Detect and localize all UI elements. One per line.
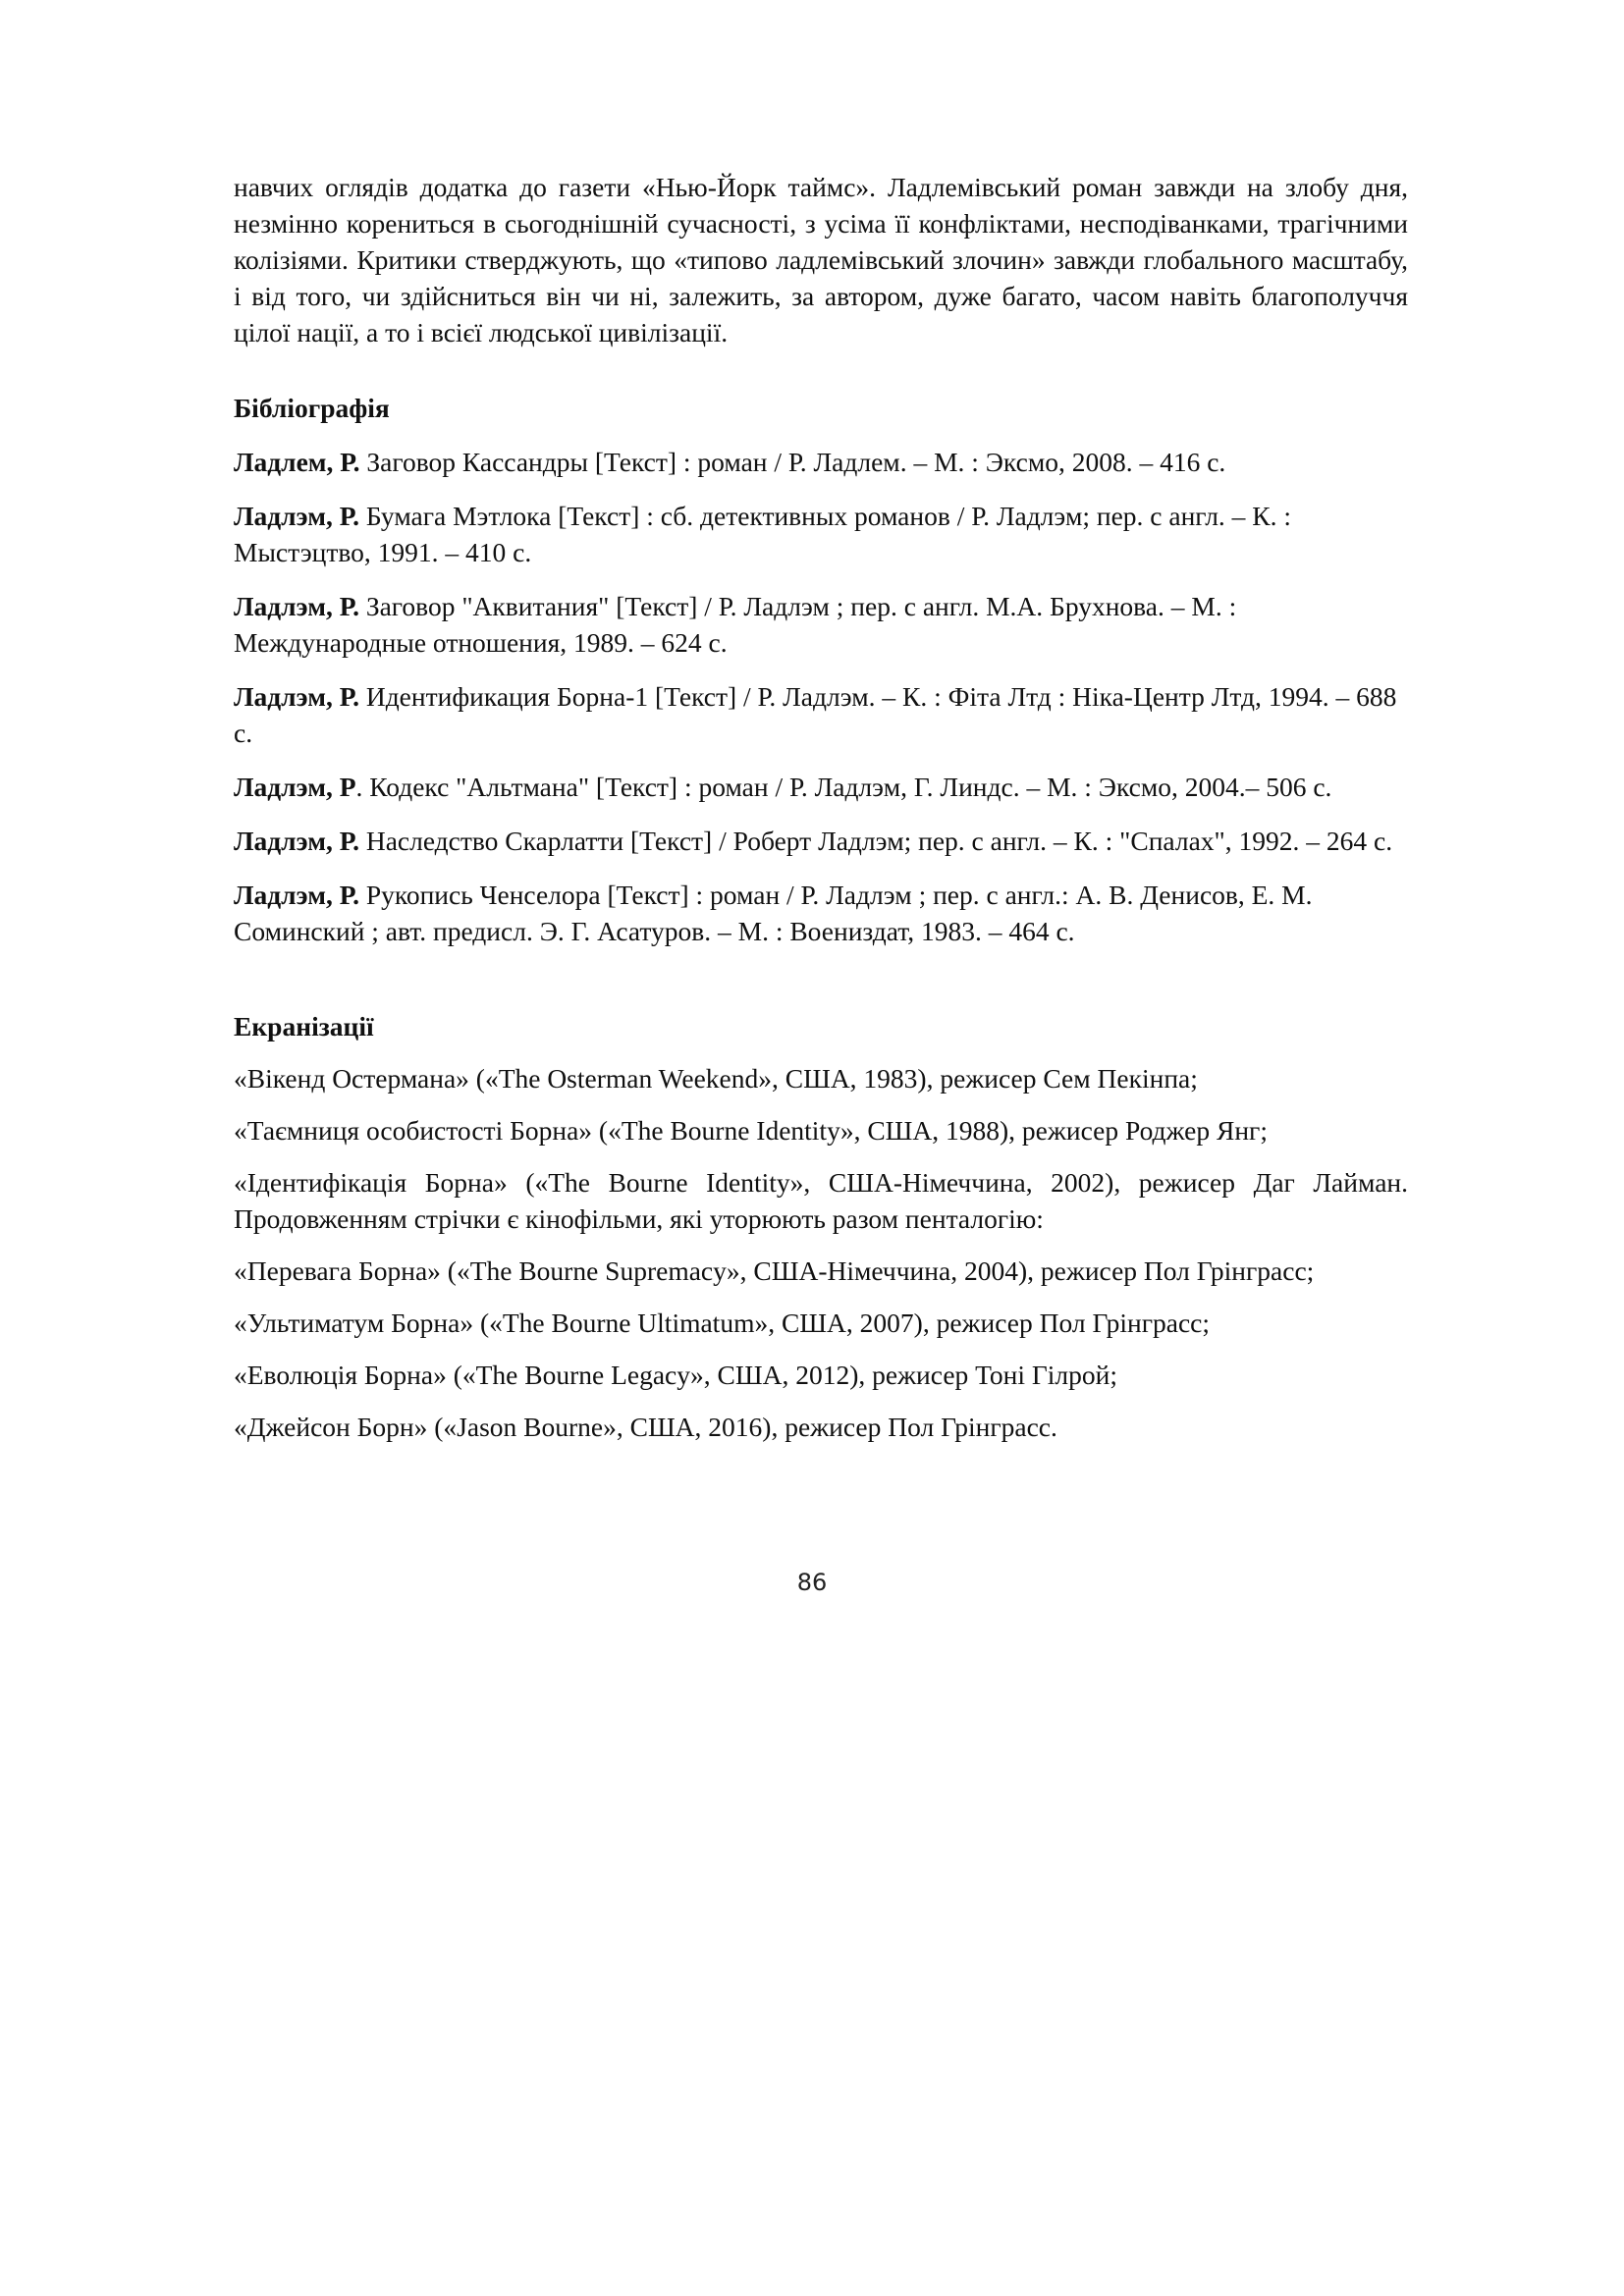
adaptation-entry: «Джейсон Борн» («Jason Bourne», США, 2016), режисер Пол Грінграсс. xyxy=(234,1412,1057,1442)
bibliography-author: Ладлэм, Р. xyxy=(234,501,359,531)
bibliography-list xyxy=(234,444,1408,949)
bibliography-author: Ладлэм, Р. xyxy=(234,591,359,621)
page-content xyxy=(234,169,1408,1461)
bibliography-text: Заговор Кассандры [Текст] : роман / Р. Ладлем. – М. : Эксмо, 2008. – 416 с. xyxy=(359,447,1226,477)
bibliography-entry xyxy=(234,588,1408,661)
bibliography-entry xyxy=(234,498,1408,570)
bibliography-text: Идентификация Борна-1 [Текст] / Р. Ладлэм. – К. : Фіта Лтд : Ніка-Центр Лтд, 1994. – 688 с. xyxy=(234,681,1397,748)
page-number: 86 xyxy=(796,1569,828,1596)
adaptation-entry: «Еволюція Борна» («The Bourne Legacy», США, 2012), режисер Тоні Гілрой; xyxy=(234,1360,1117,1390)
bibliography-text: Рукопись Ченселора [Текст] : роман / Р. Ладлэм ; пер. с англ.: А. В. Денисов, Е. М. Соминский ; авт. предисл. Э. Г. Асатуров. – М. : Воениздат, 1983. – 464 с. xyxy=(234,880,1313,946)
adaptation-entry: «Таємниця особистості Борна» («The Bourne Identity», США, 1988), режисер Роджер Янг; xyxy=(234,1115,1268,1146)
bibliography-author: Ладлэм, Р. xyxy=(234,826,359,856)
bibliography-author: Ладлэм, Р. xyxy=(234,880,359,910)
bibliography-entry xyxy=(234,444,1408,480)
adaptations-heading: Екранізації xyxy=(234,1011,374,1041)
bibliography-entry xyxy=(234,823,1408,859)
adaptation-entry: «Вікенд Остермана» («The Osterman Weekend», США, 1983), режисер Сем Пекінпа; xyxy=(234,1063,1198,1094)
adaptations-list xyxy=(234,1060,1408,1445)
bibliography-entry xyxy=(234,877,1408,949)
bibliography-entry xyxy=(234,769,1408,805)
adaptation-entry: «Перевага Борна» («The Bourne Supremacy», США-Німеччина, 2004), режисер Пол Грінграсс; xyxy=(234,1255,1315,1286)
adaptation-entry: «Ідентифікація Борна» («The Bourne Identity», США-Німеччина, 2002), режисер Даг Лайман. Продовженням стрічки є кінофільми, які уторюють разом пенталогію: xyxy=(234,1167,1408,1234)
intro-paragraph: навчих оглядів додатка до газети «Нью-Йорк таймс». Ладлемівський роман завжди на злобу дня, незмінно корениться в сьогоднішній сучасності, з усіма її конфліктами, несподіванками, трагічними колізіями. Критики стверджують, що «типово ладлемівський злочин» завжди глобального масштабу, і від того, чи здійсниться він чи ні, залежить, за автором, дуже багато, часом навіть благополуччя цілої нації, а то і всієї людської цивілізації. xyxy=(234,172,1408,347)
bibliography-text: Бумага Мэтлока [Текст] : сб. детективных романов / Р. Ладлэм; пер. с англ. – К. : Мыстэцтво, 1991. – 410 с. xyxy=(234,501,1292,567)
adaptation-entry: «Ультиматум Борна» («The Bourne Ultimatum», США, 2007), режисер Пол Грінграсс; xyxy=(234,1308,1211,1338)
bibliography-author: Ладлэм, Р. xyxy=(234,681,359,712)
bibliography-heading: Бібліографія xyxy=(234,393,390,423)
bibliography-text: Наследство Скарлатти [Текст] / Роберт Ладлэм; пер. с англ. – К. : "Спалах", 1992. – 264 с. xyxy=(358,826,1393,856)
bibliography-author: Ладлем, Р. xyxy=(234,447,360,477)
bibliography-text: Заговор "Аквитания" [Текст] / Р. Ладлэм ; пер. с англ. М.А. Брухнова. – М. : Международные отношения, 1989. – 624 с. xyxy=(234,591,1237,658)
bibliography-text: . Кодекс "Альтмана" [Текст] : роман / Р. Ладлэм, Г. Линдс. – М. : Эксмо, 2004.– 506 с. xyxy=(355,772,1332,802)
bibliography-entry xyxy=(234,678,1408,751)
bibliography-author: Ладлэм, Р xyxy=(234,772,356,802)
